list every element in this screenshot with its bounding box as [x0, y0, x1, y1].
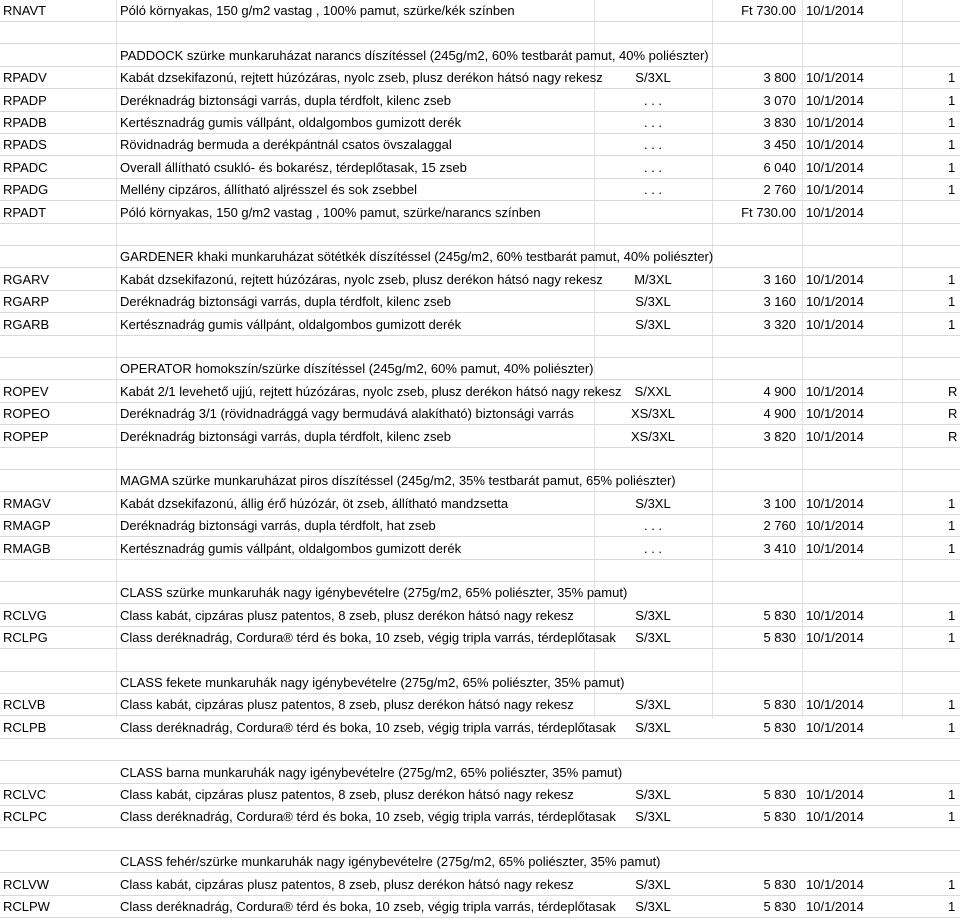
product-code-cell[interactable]: ROPEP — [3, 429, 49, 444]
category-header-row — [0, 45, 960, 67]
product-description-cell[interactable]: Class kabát, cipzáras plusz patentos, 8 zseb, plusz derékon hátsó nagy rekesz — [120, 877, 574, 892]
product-description-cell[interactable]: Rövidnadrág bermuda a derékpántnál csatos övszalaggal — [120, 137, 452, 152]
product-description-cell[interactable]: Kertésznadrág gumis vállpánt, oldalgombos gumizott derék — [120, 115, 462, 130]
product-description-cell[interactable]: Deréknadrág biztonsági varrás, dupla térdfolt, kilenc zseb — [120, 429, 451, 444]
product-description-cell[interactable]: Deréknadrág 3/1 (rövidnadrággá vagy bermudává alakítható) biztonsági varrás — [120, 406, 574, 421]
date-cell[interactable]: 10/1/2014 — [806, 787, 864, 802]
product-code-cell[interactable]: ROPEV — [3, 384, 49, 399]
product-description-cell[interactable]: Class kabát, cipzáras plusz patentos, 8 zseb, plusz derékon hátsó nagy rekesz — [120, 697, 574, 712]
product-description-cell[interactable]: Kabát 2/1 levehető ujjú, rejtett húzózáras, nyolc zseb, plusz derékon hátsó nagy rekesz — [120, 384, 622, 399]
product-row — [0, 381, 960, 403]
date-cell[interactable]: 10/1/2014 — [806, 3, 864, 18]
product-code-cell[interactable]: RPADC — [3, 160, 48, 175]
product-row — [0, 896, 960, 918]
category-header-row — [0, 672, 960, 694]
product-row — [0, 112, 960, 134]
category-header-cell[interactable]: CLASS szürke munkaruhák nagy igénybevételre (275g/m2, 65% poliészter, 35% pamut) — [120, 585, 628, 600]
category-header-row — [0, 851, 960, 873]
date-cell[interactable]: 10/1/2014 — [806, 93, 864, 108]
date-cell[interactable]: 10/1/2014 — [806, 294, 864, 309]
price-cell[interactable]: 3 800 — [763, 70, 796, 85]
flag-cell[interactable]: 1 — [948, 697, 956, 712]
product-code-cell[interactable]: RCLPW — [3, 899, 50, 914]
date-cell[interactable]: 10/1/2014 — [806, 608, 864, 623]
blank-row — [0, 829, 960, 851]
product-row — [0, 291, 960, 313]
flag-cell[interactable]: 1 — [948, 70, 956, 85]
price-cell[interactable]: 3 820 — [763, 429, 796, 444]
product-row — [0, 0, 960, 22]
product-row — [0, 426, 960, 448]
flag-cell[interactable]: 1 — [948, 899, 956, 914]
product-code-cell[interactable]: RCLPG — [3, 630, 48, 645]
flag-cell[interactable]: 1 — [948, 518, 956, 533]
price-cell[interactable]: Ft 730.00 — [741, 205, 796, 220]
product-row — [0, 627, 960, 649]
category-header-row — [0, 762, 960, 784]
price-cell[interactable]: 4 900 — [763, 406, 796, 421]
date-cell[interactable]: 10/1/2014 — [806, 518, 864, 533]
date-cell[interactable]: 10/1/2014 — [806, 384, 864, 399]
date-cell[interactable]: 10/1/2014 — [806, 720, 864, 735]
category-header-row — [0, 470, 960, 492]
size-range-cell[interactable]: S/3XL — [635, 294, 671, 309]
size-range-cell[interactable] — [594, 0, 712, 21]
date-cell[interactable]: 10/1/2014 — [806, 877, 864, 892]
price-cell[interactable]: 3 410 — [763, 541, 796, 556]
flag-cell[interactable]: 1 — [948, 317, 956, 332]
product-description-cell[interactable]: Póló környakas, 150 g/m2 vastag , 100% pamut, szürke/kék színben — [120, 3, 515, 18]
date-cell[interactable]: 10/1/2014 — [806, 697, 864, 712]
product-code-cell[interactable]: RPADG — [3, 182, 49, 197]
flag-cell[interactable]: 1 — [948, 720, 956, 735]
size-range-cell[interactable]: XS/3XL — [630, 429, 676, 444]
product-row — [0, 269, 960, 291]
size-range-cell[interactable] — [594, 202, 712, 223]
product-description-cell[interactable]: Mellény cipzáros, állítható aljrésszel és sok zsebbel — [120, 182, 417, 197]
flag-cell[interactable]: 1 — [948, 809, 956, 824]
price-cell[interactable]: 5 830 — [763, 877, 796, 892]
category-header-row — [0, 582, 960, 604]
product-description-cell[interactable]: Deréknadrág biztonsági varrás, dupla térdfolt, hat zseb — [120, 518, 436, 533]
price-cell[interactable]: 3 070 — [763, 93, 796, 108]
size-range-cell[interactable]: S/3XL — [635, 809, 671, 824]
size-range-cell[interactable]: . . . — [643, 115, 663, 130]
price-cell[interactable]: 3 160 — [763, 272, 796, 287]
price-cell[interactable]: 5 830 — [763, 697, 796, 712]
product-row — [0, 493, 960, 515]
blank-row — [0, 560, 960, 582]
category-header-row — [0, 246, 960, 268]
flag-cell[interactable]: 1 — [948, 608, 956, 623]
size-range-cell[interactable]: . . . — [643, 93, 663, 108]
product-description-cell[interactable]: Kabát dzsekifazonú, állig érő húzózár, öt zseb, állítható mandzsetta — [120, 496, 509, 511]
price-cell[interactable]: 2 760 — [763, 518, 796, 533]
price-cell[interactable]: 5 830 — [763, 809, 796, 824]
blank-row — [0, 22, 960, 44]
size-range-cell[interactable]: . . . — [643, 137, 663, 152]
date-cell[interactable]: 10/1/2014 — [806, 496, 864, 511]
date-cell[interactable]: 10/1/2014 — [806, 899, 864, 914]
flag-cell[interactable]: 1 — [948, 787, 956, 802]
flag-cell[interactable]: 1 — [948, 93, 956, 108]
product-row — [0, 157, 960, 179]
product-description-cell[interactable]: Class deréknadrág, Cordura® térd és boka, 10 zseb, végig tripla varrás, térdeplőtasak — [120, 809, 616, 824]
product-row — [0, 717, 960, 739]
category-header-cell[interactable]: MAGMA szürke munkaruházat piros díszítéssel (245g/m2, 35% testbarát pamut, 65% poliészter) — [120, 473, 676, 488]
date-cell[interactable]: 10/1/2014 — [806, 630, 864, 645]
date-cell[interactable]: 10/1/2014 — [806, 809, 864, 824]
flag-cell[interactable]: 1 — [948, 630, 956, 645]
date-cell[interactable]: 10/1/2014 — [806, 541, 864, 556]
price-cell[interactable]: 5 830 — [763, 608, 796, 623]
size-range-cell[interactable]: S/3XL — [635, 787, 671, 802]
size-range-cell[interactable]: S/3XL — [635, 899, 671, 914]
product-code-cell[interactable]: RGARB — [3, 317, 50, 332]
date-cell[interactable]: 10/1/2014 — [806, 272, 864, 287]
product-code-cell[interactable]: RCLPC — [3, 809, 48, 824]
price-cell[interactable]: 5 830 — [763, 630, 796, 645]
product-description-cell[interactable]: Kertésznadrág gumis vállpánt, oldalgombos gumizott derék — [120, 317, 462, 332]
blank-row — [0, 336, 960, 358]
product-row — [0, 694, 960, 716]
product-description-cell[interactable]: Deréknadrág biztonsági varrás, dupla térdfolt, kilenc zseb — [120, 294, 451, 309]
price-cell[interactable]: 6 040 — [763, 160, 796, 175]
size-range-cell[interactable]: S/XXL — [634, 384, 672, 399]
product-code-cell[interactable]: RGARV — [3, 272, 49, 287]
price-cell[interactable]: 5 830 — [763, 720, 796, 735]
product-code-cell[interactable]: RCLVG — [3, 608, 47, 623]
product-code-cell[interactable]: RPADP — [3, 93, 47, 108]
product-code-cell[interactable]: RCLVB — [3, 697, 46, 712]
price-cell[interactable]: 5 830 — [763, 899, 796, 914]
product-code-cell[interactable]: RCLPB — [3, 720, 47, 735]
price-cell[interactable]: 3 830 — [763, 115, 796, 130]
product-row — [0, 784, 960, 806]
product-description-cell[interactable]: Kertésznadrág gumis vállpánt, oldalgombos gumizott derék — [120, 541, 462, 556]
blank-row — [0, 739, 960, 761]
category-header-cell[interactable]: GARDENER khaki munkaruházat sötétkék díszítéssel (245g/m2, 60% testbarát pamut, 40% poliészter) — [120, 249, 714, 264]
size-range-cell[interactable]: . . . — [643, 541, 663, 556]
product-row — [0, 179, 960, 201]
flag-cell[interactable]: 1 — [948, 115, 956, 130]
product-code-cell[interactable]: RCLVW — [3, 877, 49, 892]
product-description-cell[interactable]: Class kabát, cipzáras plusz patentos, 8 zseb, plusz derékon hátsó nagy rekesz — [120, 787, 574, 802]
product-row — [0, 134, 960, 156]
product-code-cell[interactable]: RCLVC — [3, 787, 47, 802]
blank-row — [0, 224, 960, 246]
flag-cell[interactable] — [948, 0, 960, 21]
price-cell[interactable]: 3 100 — [763, 496, 796, 511]
date-cell[interactable]: 10/1/2014 — [806, 137, 864, 152]
product-row — [0, 538, 960, 560]
product-description-cell[interactable]: Class deréknadrág, Cordura® térd és boka, 10 zseb, végig tripla varrás, térdeplőtasak — [120, 630, 616, 645]
size-range-cell[interactable]: . . . — [643, 518, 663, 533]
date-cell[interactable]: 10/1/2014 — [806, 115, 864, 130]
category-header-cell[interactable]: PADDOCK szürke munkaruházat narancs díszítéssel (245g/m2, 60% testbarát pamut, 40% poliészter) — [120, 48, 709, 63]
product-code-cell[interactable]: RPADB — [3, 115, 47, 130]
price-cell[interactable]: Ft 730.00 — [741, 3, 796, 18]
product-row — [0, 403, 960, 425]
price-cell[interactable]: 3 320 — [763, 317, 796, 332]
date-cell[interactable]: 10/1/2014 — [806, 182, 864, 197]
size-range-cell[interactable]: S/3XL — [635, 70, 671, 85]
product-code-cell[interactable]: RPADT — [3, 205, 47, 220]
price-cell[interactable]: 5 830 — [763, 787, 796, 802]
flag-cell[interactable]: 1 — [948, 182, 956, 197]
flag-cell[interactable] — [948, 202, 960, 223]
size-range-cell[interactable]: S/3XL — [635, 877, 671, 892]
flag-cell[interactable]: R — [948, 384, 958, 399]
product-row — [0, 90, 960, 112]
product-description-cell[interactable]: Póló környakas, 150 g/m2 vastag , 100% pamut, szürke/narancs színben — [120, 205, 541, 220]
flag-cell[interactable]: 1 — [948, 137, 956, 152]
flag-cell[interactable]: 1 — [948, 272, 956, 287]
product-code-cell[interactable]: RNAVT — [3, 3, 47, 18]
size-range-cell[interactable]: S/3XL — [635, 496, 671, 511]
date-cell[interactable]: 10/1/2014 — [806, 70, 864, 85]
product-description-cell[interactable]: Class kabát, cipzáras plusz patentos, 8 zseb, plusz derékon hátsó nagy rekesz — [120, 608, 574, 623]
size-range-cell[interactable]: S/3XL — [635, 317, 671, 332]
product-code-cell[interactable]: RMAGV — [3, 496, 51, 511]
category-header-cell[interactable]: CLASS fehér/szürke munkaruhák nagy igénybevételre (275g/m2, 65% poliészter, 35% pamut) — [120, 854, 661, 869]
size-range-cell[interactable]: S/3XL — [635, 630, 671, 645]
product-description-cell[interactable]: Deréknadrág biztonsági varrás, dupla térdfolt, kilenc zseb — [120, 93, 451, 108]
product-code-cell[interactable]: ROPEO — [3, 406, 50, 421]
size-range-cell[interactable]: XS/3XL — [630, 406, 676, 421]
product-description-cell[interactable]: Kabát dzsekifazonú, rejtett húzózáras, nyolc zseb, plusz derékon hátsó nagy rekesz — [120, 70, 603, 85]
blank-row — [0, 448, 960, 470]
product-description-cell[interactable]: Kabát dzsekifazonú, rejtett húzózáras, nyolc zseb, plusz derékon hátsó nagy rekesz — [120, 272, 603, 287]
flag-cell[interactable]: 1 — [948, 496, 956, 511]
category-header-cell[interactable]: CLASS fekete munkaruhák nagy igénybevételre (275g/m2, 65% poliészter, 35% pamut) — [120, 675, 625, 690]
product-code-cell[interactable]: RMAGB — [3, 541, 51, 556]
size-range-cell[interactable]: M/3XL — [634, 272, 672, 287]
blank-row — [0, 650, 960, 672]
price-cell[interactable]: 4 900 — [763, 384, 796, 399]
product-row — [0, 202, 960, 224]
product-row — [0, 515, 960, 537]
product-description-cell[interactable]: Class deréknadrág, Cordura® térd és boka, 10 zseb, végig tripla varrás, térdeplőtasak — [120, 720, 616, 735]
product-code-cell[interactable]: RMAGP — [3, 518, 51, 533]
date-cell[interactable]: 10/1/2014 — [806, 160, 864, 175]
date-cell[interactable]: 10/1/2014 — [806, 317, 864, 332]
size-range-cell[interactable]: S/3XL — [635, 697, 671, 712]
product-row — [0, 874, 960, 896]
size-range-cell[interactable]: . . . — [643, 182, 663, 197]
date-cell[interactable]: 10/1/2014 — [806, 205, 864, 220]
product-description-cell[interactable]: Overall állítható csukló- és bokarész, térdeplőtasak, 15 zseb — [120, 160, 467, 175]
flag-cell[interactable]: 1 — [948, 877, 956, 892]
flag-cell[interactable]: R — [948, 406, 958, 421]
flag-cell[interactable]: R — [948, 429, 958, 444]
product-row — [0, 67, 960, 89]
product-row — [0, 314, 960, 336]
date-cell[interactable]: 10/1/2014 — [806, 406, 864, 421]
category-header-row — [0, 358, 960, 380]
product-code-cell[interactable]: RPADS — [3, 137, 47, 152]
price-cell[interactable]: 3 450 — [763, 137, 796, 152]
product-row — [0, 806, 960, 828]
flag-cell[interactable]: 1 — [948, 294, 956, 309]
date-cell[interactable]: 10/1/2014 — [806, 429, 864, 444]
category-header-cell[interactable]: CLASS barna munkaruhák nagy igénybevételre (275g/m2, 65% poliészter, 35% pamut) — [120, 765, 623, 780]
product-row — [0, 605, 960, 627]
price-cell[interactable]: 3 160 — [763, 294, 796, 309]
size-range-cell[interactable]: S/3XL — [635, 608, 671, 623]
product-code-cell[interactable]: RPADV — [3, 70, 47, 85]
flag-cell[interactable]: 1 — [948, 160, 956, 175]
flag-cell[interactable]: 1 — [948, 541, 956, 556]
category-header-cell[interactable]: OPERATOR homokszín/szürke díszítéssel (245g/m2, 60% pamut, 40% poliészter) — [120, 361, 594, 376]
size-range-cell[interactable]: . . . — [643, 160, 663, 175]
product-description-cell[interactable]: Class deréknadrág, Cordura® térd és boka, 10 zseb, végig tripla varrás, térdeplőtasak — [120, 899, 616, 914]
product-code-cell[interactable]: RGARP — [3, 294, 50, 309]
price-cell[interactable]: 2 760 — [763, 182, 796, 197]
size-range-cell[interactable]: S/3XL — [635, 720, 671, 735]
